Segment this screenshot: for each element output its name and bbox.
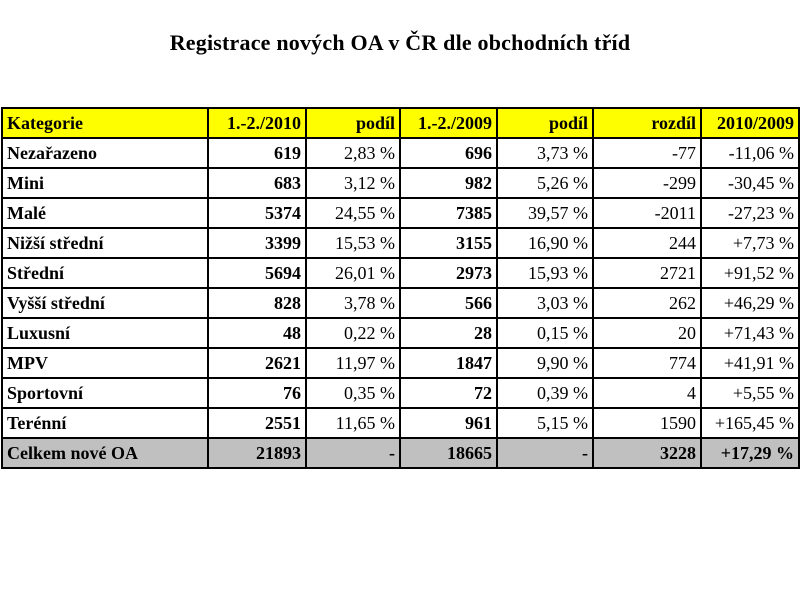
row-share-2010: 3,12 % bbox=[306, 168, 400, 198]
row-ratio: +46,29 % bbox=[701, 288, 799, 318]
row-2009: 982 bbox=[400, 168, 497, 198]
row-share-2010: 11,97 % bbox=[306, 348, 400, 378]
row-2010: 2621 bbox=[208, 348, 306, 378]
row-difference: 4 bbox=[593, 378, 701, 408]
header-share-2009: podíl bbox=[497, 108, 593, 138]
row-2009: 566 bbox=[400, 288, 497, 318]
row-ratio: -30,45 % bbox=[701, 168, 799, 198]
row-ratio: -27,23 % bbox=[701, 198, 799, 228]
row-category: Mini bbox=[2, 168, 208, 198]
total-difference: 3228 bbox=[593, 438, 701, 468]
header-2009: 1.-2./2009 bbox=[400, 108, 497, 138]
table-row bbox=[2, 318, 799, 348]
header-ratio: 2010/2009 bbox=[701, 108, 799, 138]
row-2009: 696 bbox=[400, 138, 497, 168]
row-2010: 5374 bbox=[208, 198, 306, 228]
row-category: Střední bbox=[2, 258, 208, 288]
row-2009: 961 bbox=[400, 408, 497, 438]
table-row bbox=[2, 138, 799, 168]
row-2010: 2551 bbox=[208, 408, 306, 438]
table-row bbox=[2, 378, 799, 408]
table-row bbox=[2, 198, 799, 228]
row-category: MPV bbox=[2, 348, 208, 378]
row-share-2010: 26,01 % bbox=[306, 258, 400, 288]
row-share-2009: 5,15 % bbox=[497, 408, 593, 438]
row-share-2009: 16,90 % bbox=[497, 228, 593, 258]
row-share-2009: 39,57 % bbox=[497, 198, 593, 228]
row-share-2009: 5,26 % bbox=[497, 168, 593, 198]
row-share-2010: 2,83 % bbox=[306, 138, 400, 168]
row-2010: 76 bbox=[208, 378, 306, 408]
row-share-2010: 24,55 % bbox=[306, 198, 400, 228]
header-share-2010: podíl bbox=[306, 108, 400, 138]
row-2009: 3155 bbox=[400, 228, 497, 258]
table-total-row bbox=[2, 438, 799, 468]
row-share-2010: 15,53 % bbox=[306, 228, 400, 258]
row-share-2009: 15,93 % bbox=[497, 258, 593, 288]
row-ratio: +7,73 % bbox=[701, 228, 799, 258]
row-difference: 262 bbox=[593, 288, 701, 318]
row-2010: 683 bbox=[208, 168, 306, 198]
row-difference: 774 bbox=[593, 348, 701, 378]
row-difference: -2011 bbox=[593, 198, 701, 228]
row-ratio: -11,06 % bbox=[701, 138, 799, 168]
row-2010: 48 bbox=[208, 318, 306, 348]
row-2009: 72 bbox=[400, 378, 497, 408]
row-difference: -77 bbox=[593, 138, 701, 168]
table-row bbox=[2, 348, 799, 378]
row-ratio: +91,52 % bbox=[701, 258, 799, 288]
row-share-2009: 9,90 % bbox=[497, 348, 593, 378]
header-difference: rozdíl bbox=[593, 108, 701, 138]
row-2010: 828 bbox=[208, 288, 306, 318]
row-ratio: +71,43 % bbox=[701, 318, 799, 348]
header-2010: 1.-2./2010 bbox=[208, 108, 306, 138]
row-category: Terénní bbox=[2, 408, 208, 438]
row-2009: 7385 bbox=[400, 198, 497, 228]
row-2010: 5694 bbox=[208, 258, 306, 288]
table-header-row bbox=[2, 108, 799, 138]
row-difference: 1590 bbox=[593, 408, 701, 438]
row-share-2010: 3,78 % bbox=[306, 288, 400, 318]
row-2009: 1847 bbox=[400, 348, 497, 378]
row-2009: 2973 bbox=[400, 258, 497, 288]
row-category: Sportovní bbox=[2, 378, 208, 408]
row-category: Malé bbox=[2, 198, 208, 228]
row-share-2010: 0,35 % bbox=[306, 378, 400, 408]
row-difference: 20 bbox=[593, 318, 701, 348]
row-difference: 244 bbox=[593, 228, 701, 258]
row-ratio: +165,45 % bbox=[701, 408, 799, 438]
total-share-2009: - bbox=[497, 438, 593, 468]
row-2009: 28 bbox=[400, 318, 497, 348]
row-share-2009: 0,15 % bbox=[497, 318, 593, 348]
row-share-2010: 11,65 % bbox=[306, 408, 400, 438]
table-row bbox=[2, 168, 799, 198]
table-row bbox=[2, 228, 799, 258]
row-share-2009: 3,73 % bbox=[497, 138, 593, 168]
row-2010: 619 bbox=[208, 138, 306, 168]
total-label: Celkem nové OA bbox=[2, 438, 208, 468]
page-title: Registrace nových OA v ČR dle obchodních tříd bbox=[169, 30, 631, 55]
row-category: Nižší střední bbox=[2, 228, 208, 258]
total-2010: 21893 bbox=[208, 438, 306, 468]
total-ratio: +17,29 % bbox=[701, 438, 799, 468]
table-row bbox=[2, 288, 799, 318]
total-share-2010: - bbox=[306, 438, 400, 468]
row-difference: 2721 bbox=[593, 258, 701, 288]
table-row bbox=[2, 408, 799, 438]
row-2010: 3399 bbox=[208, 228, 306, 258]
header-category: Kategorie bbox=[2, 108, 208, 138]
row-ratio: +41,91 % bbox=[701, 348, 799, 378]
table-row bbox=[2, 258, 799, 288]
row-category: Luxusní bbox=[2, 318, 208, 348]
row-difference: -299 bbox=[593, 168, 701, 198]
row-share-2010: 0,22 % bbox=[306, 318, 400, 348]
total-2009: 18665 bbox=[400, 438, 497, 468]
row-ratio: +5,55 % bbox=[701, 378, 799, 408]
row-share-2009: 0,39 % bbox=[497, 378, 593, 408]
row-category: Vyšší střední bbox=[2, 288, 208, 318]
row-share-2009: 3,03 % bbox=[497, 288, 593, 318]
row-category: Nezařazeno bbox=[2, 138, 208, 168]
registration-table bbox=[1, 107, 800, 469]
